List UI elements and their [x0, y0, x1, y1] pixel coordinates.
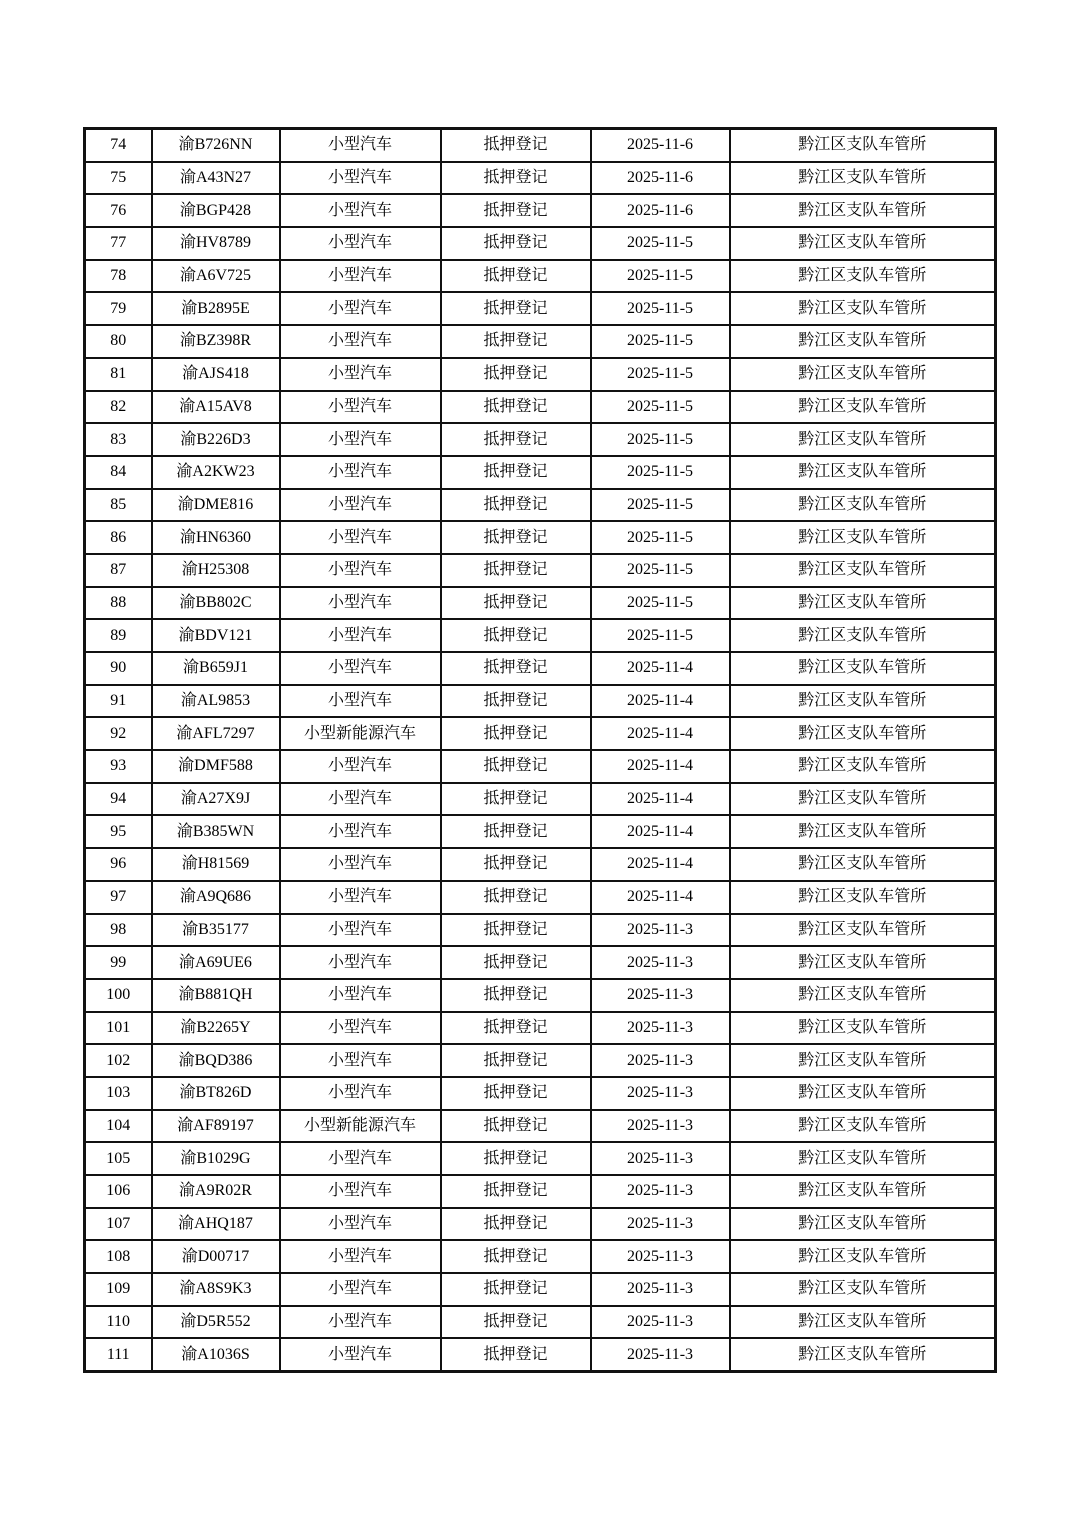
cell-registration-type: 抵押登记	[441, 685, 591, 718]
cell-office: 黔江区支队车管所	[730, 1175, 996, 1208]
cell-office: 黔江区支队车管所	[730, 946, 996, 979]
cell-index: 85	[85, 489, 152, 522]
cell-registration-type: 抵押登记	[441, 358, 591, 391]
cell-plate: 渝HN6360	[152, 521, 280, 554]
table-row	[85, 685, 996, 718]
cell-office: 黔江区支队车管所	[730, 1110, 996, 1143]
cell-vehicle-type: 小型汽车	[280, 129, 441, 162]
cell-date: 2025-11-4	[591, 783, 730, 816]
table-row	[85, 1338, 996, 1371]
table-row	[85, 521, 996, 554]
cell-office: 黔江区支队车管所	[730, 979, 996, 1012]
cell-vehicle-type: 小型汽车	[280, 848, 441, 881]
cell-date: 2025-11-3	[591, 1175, 730, 1208]
table-row	[85, 1110, 996, 1143]
cell-registration-type: 抵押登记	[441, 1208, 591, 1241]
cell-office: 黔江区支队车管所	[730, 292, 996, 325]
cell-vehicle-type: 小型汽车	[280, 521, 441, 554]
cell-date: 2025-11-3	[591, 1044, 730, 1077]
cell-plate: 渝BZ398R	[152, 325, 280, 358]
cell-vehicle-type: 小型汽车	[280, 1142, 441, 1175]
cell-index: 93	[85, 750, 152, 783]
cell-plate: 渝B881QH	[152, 979, 280, 1012]
table-row	[85, 391, 996, 424]
cell-index: 100	[85, 979, 152, 1012]
cell-registration-type: 抵押登记	[441, 1273, 591, 1306]
cell-vehicle-type: 小型汽车	[280, 783, 441, 816]
cell-plate: 渝BT826D	[152, 1077, 280, 1110]
cell-index: 87	[85, 554, 152, 587]
table-row	[85, 489, 996, 522]
cell-vehicle-type: 小型汽车	[280, 750, 441, 783]
cell-date: 2025-11-3	[591, 946, 730, 979]
cell-plate: 渝B2895E	[152, 292, 280, 325]
cell-date: 2025-11-5	[591, 456, 730, 489]
cell-registration-type: 抵押登记	[441, 489, 591, 522]
cell-office: 黔江区支队车管所	[730, 1306, 996, 1339]
cell-office: 黔江区支队车管所	[730, 1044, 996, 1077]
table-row	[85, 162, 996, 195]
table-row	[85, 783, 996, 816]
cell-vehicle-type: 小型汽车	[280, 456, 441, 489]
cell-vehicle-type: 小型汽车	[280, 815, 441, 848]
cell-plate: 渝D00717	[152, 1240, 280, 1273]
cell-index: 75	[85, 162, 152, 195]
cell-date: 2025-11-5	[591, 292, 730, 325]
table-row	[85, 1306, 996, 1339]
cell-office: 黔江区支队车管所	[730, 358, 996, 391]
cell-index: 103	[85, 1077, 152, 1110]
cell-office: 黔江区支队车管所	[730, 162, 996, 195]
cell-vehicle-type: 小型汽车	[280, 194, 441, 227]
cell-date: 2025-11-3	[591, 1142, 730, 1175]
cell-index: 96	[85, 848, 152, 881]
cell-registration-type: 抵押登记	[441, 554, 591, 587]
cell-registration-type: 抵押登记	[441, 783, 591, 816]
cell-date: 2025-11-4	[591, 848, 730, 881]
cell-office: 黔江区支队车管所	[730, 129, 996, 162]
cell-plate: 渝B226D3	[152, 423, 280, 456]
cell-vehicle-type: 小型汽车	[280, 1273, 441, 1306]
cell-office: 黔江区支队车管所	[730, 260, 996, 293]
cell-index: 108	[85, 1240, 152, 1273]
cell-index: 94	[85, 783, 152, 816]
cell-registration-type: 抵押登记	[441, 848, 591, 881]
cell-office: 黔江区支队车管所	[730, 881, 996, 914]
cell-registration-type: 抵押登记	[441, 521, 591, 554]
cell-date: 2025-11-4	[591, 652, 730, 685]
cell-vehicle-type: 小型汽车	[280, 489, 441, 522]
cell-plate: 渝H25308	[152, 554, 280, 587]
cell-date: 2025-11-6	[591, 194, 730, 227]
cell-vehicle-type: 小型汽车	[280, 946, 441, 979]
cell-registration-type: 抵押登记	[441, 1240, 591, 1273]
cell-registration-type: 抵押登记	[441, 391, 591, 424]
cell-office: 黔江区支队车管所	[730, 848, 996, 881]
cell-plate: 渝D5R552	[152, 1306, 280, 1339]
cell-index: 88	[85, 587, 152, 620]
cell-registration-type: 抵押登记	[441, 717, 591, 750]
cell-vehicle-type: 小型汽车	[280, 587, 441, 620]
cell-vehicle-type: 小型汽车	[280, 1175, 441, 1208]
cell-office: 黔江区支队车管所	[730, 783, 996, 816]
cell-plate: 渝A9Q686	[152, 881, 280, 914]
cell-date: 2025-11-5	[591, 489, 730, 522]
cell-registration-type: 抵押登记	[441, 129, 591, 162]
cell-date: 2025-11-3	[591, 1240, 730, 1273]
cell-index: 79	[85, 292, 152, 325]
cell-registration-type: 抵押登记	[441, 1338, 591, 1371]
cell-office: 黔江区支队车管所	[730, 587, 996, 620]
cell-date: 2025-11-5	[591, 227, 730, 260]
cell-index: 81	[85, 358, 152, 391]
table-row	[85, 456, 996, 489]
cell-registration-type: 抵押登记	[441, 162, 591, 195]
cell-plate: 渝BQD386	[152, 1044, 280, 1077]
cell-vehicle-type: 小型汽车	[280, 423, 441, 456]
cell-date: 2025-11-3	[591, 1110, 730, 1143]
cell-date: 2025-11-4	[591, 717, 730, 750]
cell-index: 82	[85, 391, 152, 424]
cell-date: 2025-11-6	[591, 129, 730, 162]
cell-plate: 渝B35177	[152, 914, 280, 947]
cell-index: 74	[85, 129, 152, 162]
cell-plate: 渝A9R02R	[152, 1175, 280, 1208]
cell-date: 2025-11-3	[591, 979, 730, 1012]
cell-date: 2025-11-5	[591, 554, 730, 587]
cell-registration-type: 抵押登记	[441, 587, 591, 620]
cell-vehicle-type: 小型新能源汽车	[280, 1110, 441, 1143]
cell-vehicle-type: 小型汽车	[280, 358, 441, 391]
registration-table-body	[85, 129, 996, 1372]
cell-office: 黔江区支队车管所	[730, 1077, 996, 1110]
cell-index: 89	[85, 619, 152, 652]
cell-date: 2025-11-3	[591, 1338, 730, 1371]
cell-index: 101	[85, 1012, 152, 1045]
cell-office: 黔江区支队车管所	[730, 1208, 996, 1241]
table-row	[85, 194, 996, 227]
cell-date: 2025-11-5	[591, 325, 730, 358]
cell-index: 97	[85, 881, 152, 914]
cell-plate: 渝BGP428	[152, 194, 280, 227]
cell-vehicle-type: 小型汽车	[280, 619, 441, 652]
table-row	[85, 1208, 996, 1241]
cell-registration-type: 抵押登记	[441, 194, 591, 227]
cell-registration-type: 抵押登记	[441, 456, 591, 489]
cell-index: 107	[85, 1208, 152, 1241]
cell-registration-type: 抵押登记	[441, 619, 591, 652]
cell-vehicle-type: 小型汽车	[280, 652, 441, 685]
cell-registration-type: 抵押登记	[441, 260, 591, 293]
cell-office: 黔江区支队车管所	[730, 1012, 996, 1045]
cell-registration-type: 抵押登记	[441, 750, 591, 783]
cell-vehicle-type: 小型汽车	[280, 685, 441, 718]
cell-index: 111	[85, 1338, 152, 1371]
cell-date: 2025-11-5	[591, 619, 730, 652]
cell-plate: 渝AL9853	[152, 685, 280, 718]
cell-registration-type: 抵押登记	[441, 325, 591, 358]
cell-registration-type: 抵押登记	[441, 1044, 591, 1077]
cell-date: 2025-11-5	[591, 358, 730, 391]
cell-index: 76	[85, 194, 152, 227]
cell-office: 黔江区支队车管所	[730, 619, 996, 652]
cell-plate: 渝A8S9K3	[152, 1273, 280, 1306]
cell-registration-type: 抵押登记	[441, 227, 591, 260]
table-row	[85, 1273, 996, 1306]
cell-plate: 渝A1036S	[152, 1338, 280, 1371]
cell-index: 77	[85, 227, 152, 260]
cell-registration-type: 抵押登记	[441, 979, 591, 1012]
cell-plate: 渝AJS418	[152, 358, 280, 391]
cell-vehicle-type: 小型汽车	[280, 292, 441, 325]
cell-office: 黔江区支队车管所	[730, 456, 996, 489]
table-row	[85, 815, 996, 848]
cell-vehicle-type: 小型新能源汽车	[280, 717, 441, 750]
cell-index: 95	[85, 815, 152, 848]
cell-vehicle-type: 小型汽车	[280, 1306, 441, 1339]
cell-plate: 渝A15AV8	[152, 391, 280, 424]
cell-plate: 渝DMF588	[152, 750, 280, 783]
cell-date: 2025-11-4	[591, 881, 730, 914]
cell-registration-type: 抵押登记	[441, 815, 591, 848]
cell-registration-type: 抵押登记	[441, 423, 591, 456]
cell-vehicle-type: 小型汽车	[280, 1077, 441, 1110]
cell-plate: 渝A27X9J	[152, 783, 280, 816]
cell-registration-type: 抵押登记	[441, 1110, 591, 1143]
cell-registration-type: 抵押登记	[441, 946, 591, 979]
cell-index: 98	[85, 914, 152, 947]
cell-index: 104	[85, 1110, 152, 1143]
table-row	[85, 358, 996, 391]
cell-office: 黔江区支队车管所	[730, 521, 996, 554]
cell-vehicle-type: 小型汽车	[280, 260, 441, 293]
cell-index: 109	[85, 1273, 152, 1306]
cell-vehicle-type: 小型汽车	[280, 391, 441, 424]
cell-index: 86	[85, 521, 152, 554]
table-row	[85, 129, 996, 162]
cell-office: 黔江区支队车管所	[730, 914, 996, 947]
cell-vehicle-type: 小型汽车	[280, 1240, 441, 1273]
table-row	[85, 946, 996, 979]
cell-office: 黔江区支队车管所	[730, 652, 996, 685]
cell-date: 2025-11-5	[591, 260, 730, 293]
cell-plate: 渝B659J1	[152, 652, 280, 685]
cell-index: 102	[85, 1044, 152, 1077]
cell-date: 2025-11-3	[591, 1306, 730, 1339]
cell-date: 2025-11-3	[591, 1273, 730, 1306]
cell-plate: 渝A6V725	[152, 260, 280, 293]
cell-office: 黔江区支队车管所	[730, 489, 996, 522]
cell-date: 2025-11-3	[591, 914, 730, 947]
cell-date: 2025-11-4	[591, 815, 730, 848]
cell-date: 2025-11-3	[591, 1077, 730, 1110]
vehicle-registration-table-container	[83, 127, 994, 1373]
cell-office: 黔江区支队车管所	[730, 1273, 996, 1306]
table-row	[85, 292, 996, 325]
table-row	[85, 1077, 996, 1110]
table-row	[85, 325, 996, 358]
cell-office: 黔江区支队车管所	[730, 227, 996, 260]
cell-plate: 渝A43N27	[152, 162, 280, 195]
cell-vehicle-type: 小型汽车	[280, 914, 441, 947]
table-row	[85, 750, 996, 783]
cell-registration-type: 抵押登记	[441, 881, 591, 914]
table-row	[85, 717, 996, 750]
cell-office: 黔江区支队车管所	[730, 194, 996, 227]
cell-date: 2025-11-4	[591, 685, 730, 718]
cell-date: 2025-11-3	[591, 1208, 730, 1241]
cell-index: 106	[85, 1175, 152, 1208]
cell-vehicle-type: 小型汽车	[280, 881, 441, 914]
table-row	[85, 587, 996, 620]
cell-date: 2025-11-5	[591, 587, 730, 620]
vehicle-registration-table	[83, 127, 997, 1373]
cell-plate: 渝B2265Y	[152, 1012, 280, 1045]
cell-date: 2025-11-5	[591, 521, 730, 554]
cell-office: 黔江区支队车管所	[730, 815, 996, 848]
table-row	[85, 619, 996, 652]
table-row	[85, 1175, 996, 1208]
cell-index: 99	[85, 946, 152, 979]
cell-plate: 渝B726NN	[152, 129, 280, 162]
cell-registration-type: 抵押登记	[441, 1012, 591, 1045]
cell-date: 2025-11-6	[591, 162, 730, 195]
table-row	[85, 914, 996, 947]
cell-plate: 渝AF89197	[152, 1110, 280, 1143]
table-row	[85, 1240, 996, 1273]
cell-plate: 渝DME816	[152, 489, 280, 522]
cell-date: 2025-11-4	[591, 750, 730, 783]
cell-index: 80	[85, 325, 152, 358]
cell-index: 83	[85, 423, 152, 456]
cell-registration-type: 抵押登记	[441, 652, 591, 685]
cell-vehicle-type: 小型汽车	[280, 554, 441, 587]
cell-index: 110	[85, 1306, 152, 1339]
table-row	[85, 260, 996, 293]
cell-plate: 渝A69UE6	[152, 946, 280, 979]
cell-vehicle-type: 小型汽车	[280, 1208, 441, 1241]
cell-registration-type: 抵押登记	[441, 1142, 591, 1175]
cell-vehicle-type: 小型汽车	[280, 979, 441, 1012]
table-row	[85, 1142, 996, 1175]
cell-office: 黔江区支队车管所	[730, 423, 996, 456]
table-row	[85, 423, 996, 456]
cell-plate: 渝H81569	[152, 848, 280, 881]
cell-vehicle-type: 小型汽车	[280, 227, 441, 260]
cell-office: 黔江区支队车管所	[730, 750, 996, 783]
cell-office: 黔江区支队车管所	[730, 554, 996, 587]
cell-date: 2025-11-5	[591, 391, 730, 424]
cell-plate: 渝AFL7297	[152, 717, 280, 750]
cell-office: 黔江区支队车管所	[730, 685, 996, 718]
cell-vehicle-type: 小型汽车	[280, 1012, 441, 1045]
cell-registration-type: 抵押登记	[441, 1306, 591, 1339]
cell-vehicle-type: 小型汽车	[280, 1338, 441, 1371]
cell-plate: 渝HV8789	[152, 227, 280, 260]
cell-index: 78	[85, 260, 152, 293]
cell-plate: 渝B1029G	[152, 1142, 280, 1175]
table-row	[85, 979, 996, 1012]
cell-office: 黔江区支队车管所	[730, 1240, 996, 1273]
cell-index: 90	[85, 652, 152, 685]
cell-plate: 渝A2KW23	[152, 456, 280, 489]
cell-registration-type: 抵押登记	[441, 1077, 591, 1110]
cell-office: 黔江区支队车管所	[730, 391, 996, 424]
cell-plate: 渝BDV121	[152, 619, 280, 652]
cell-index: 84	[85, 456, 152, 489]
cell-registration-type: 抵押登记	[441, 292, 591, 325]
table-row	[85, 227, 996, 260]
table-row	[85, 1044, 996, 1077]
cell-plate: 渝BB802C	[152, 587, 280, 620]
table-row	[85, 881, 996, 914]
table-row	[85, 848, 996, 881]
cell-vehicle-type: 小型汽车	[280, 1044, 441, 1077]
cell-index: 105	[85, 1142, 152, 1175]
cell-office: 黔江区支队车管所	[730, 1338, 996, 1371]
table-row	[85, 652, 996, 685]
table-row	[85, 554, 996, 587]
cell-office: 黔江区支队车管所	[730, 325, 996, 358]
cell-index: 92	[85, 717, 152, 750]
cell-office: 黔江区支队车管所	[730, 1142, 996, 1175]
cell-office: 黔江区支队车管所	[730, 717, 996, 750]
cell-registration-type: 抵押登记	[441, 1175, 591, 1208]
cell-vehicle-type: 小型汽车	[280, 162, 441, 195]
cell-index: 91	[85, 685, 152, 718]
cell-plate: 渝AHQ187	[152, 1208, 280, 1241]
cell-plate: 渝B385WN	[152, 815, 280, 848]
cell-vehicle-type: 小型汽车	[280, 325, 441, 358]
cell-date: 2025-11-3	[591, 1012, 730, 1045]
table-row	[85, 1012, 996, 1045]
cell-date: 2025-11-5	[591, 423, 730, 456]
cell-registration-type: 抵押登记	[441, 914, 591, 947]
